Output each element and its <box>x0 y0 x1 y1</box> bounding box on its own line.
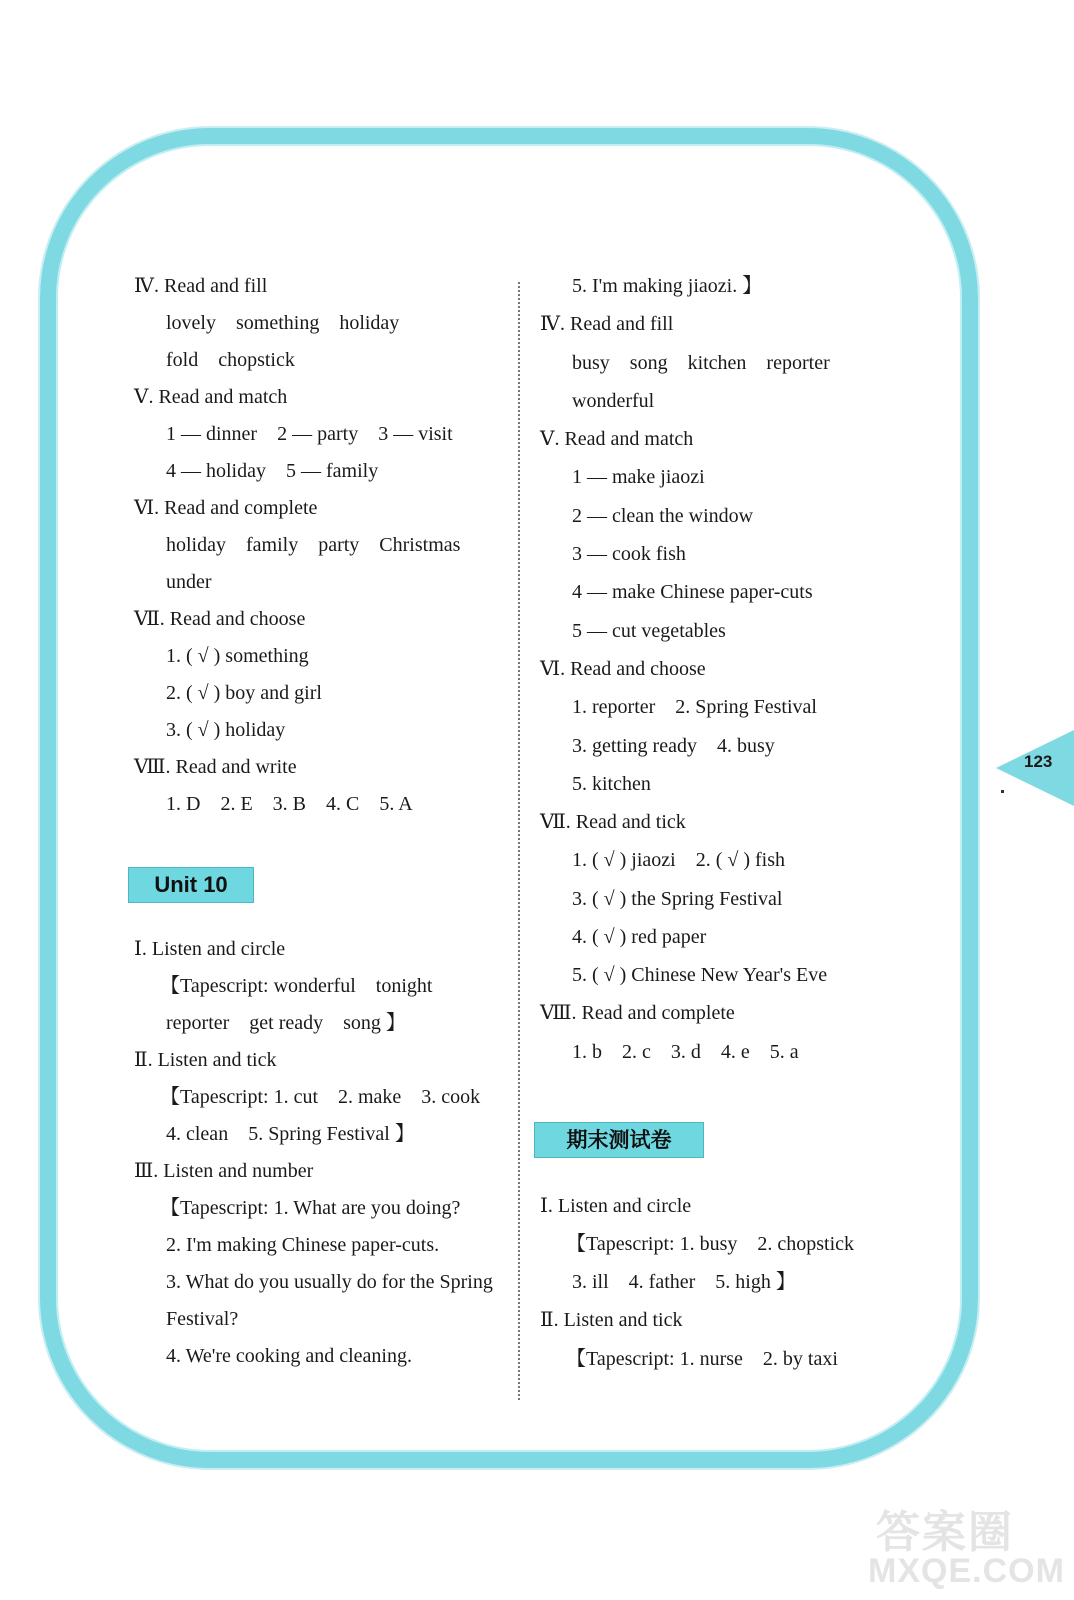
section-heading: Ⅳ. Read and fill <box>540 313 674 335</box>
answer-line: fold chopstick <box>166 349 295 371</box>
tapescript-line: 【Tapescript: 1. nurse 2. by taxi <box>566 1348 838 1370</box>
answer-line: 1. ( √ ) something <box>166 645 309 667</box>
section-heading: Ⅵ. Read and choose <box>540 658 706 680</box>
answer-line: holiday family party Christmas <box>166 534 461 556</box>
section-heading: Ⅶ. Read and tick <box>540 811 686 833</box>
tapescript-line: 4. clean 5. Spring Festival 】 <box>166 1123 415 1145</box>
section-heading: Ⅴ. Read and match <box>540 428 694 450</box>
section-heading: Ⅶ. Read and choose <box>134 608 306 630</box>
tapescript-line: 2. I'm making Chinese paper-cuts. <box>166 1234 440 1256</box>
section-heading: Ⅲ. Listen and number <box>134 1160 314 1182</box>
answer-line: 5. kitchen <box>572 773 651 795</box>
section-heading: Ⅱ. Listen and tick <box>134 1049 277 1071</box>
answer-line: wonderful <box>572 390 655 412</box>
section-heading: Ⅷ. Read and write <box>134 756 297 778</box>
section-heading: Ⅵ. Read and complete <box>134 497 318 519</box>
answer-line: 4 — make Chinese paper-cuts <box>572 581 813 603</box>
section-heading: Ⅰ. Listen and circle <box>134 938 286 960</box>
tapescript-line: 3. What do you usually do for the Spring <box>166 1271 493 1293</box>
column-divider <box>518 282 520 1400</box>
answer-line: under <box>166 571 212 593</box>
answer-line: 5 — cut vegetables <box>572 620 726 642</box>
answer-line: 1. reporter 2. Spring Festival <box>572 696 817 718</box>
answer-line: 3. ( √ ) holiday <box>166 719 286 741</box>
answer-line: 4. ( √ ) red paper <box>572 926 707 948</box>
tapescript-line: 4. We're cooking and cleaning. <box>166 1345 412 1367</box>
answer-line: 3. getting ready 4. busy <box>572 735 775 757</box>
tapescript-line: reporter get ready song 】 <box>166 1012 406 1034</box>
tapescript-line: Festival? <box>166 1308 239 1330</box>
answer-line: 3 — cook fish <box>572 543 686 565</box>
watermark-url: MXQE.COM <box>868 1552 1065 1590</box>
tapescript-line: 【Tapescript: wonderful tonight <box>160 975 433 997</box>
section-heading: Ⅱ. Listen and tick <box>540 1309 683 1331</box>
section-heading: Ⅳ. Read and fill <box>134 275 268 297</box>
answer-line: 1 — dinner 2 — party 3 — visit <box>166 423 453 445</box>
tapescript-line: 【Tapescript: 1. busy 2. chopstick <box>566 1233 854 1255</box>
answer-line: 4 — holiday 5 — family <box>166 460 379 482</box>
answer-line: 2 — clean the window <box>572 505 754 527</box>
answer-line: 1 — make jiaozi <box>572 466 705 488</box>
unit-heading: Unit 10 <box>128 867 254 903</box>
answer-line: 3. ( √ ) the Spring Festival <box>572 888 783 910</box>
answer-line: 5. ( √ ) Chinese New Year's Eve <box>572 964 828 986</box>
answer-line: 1. D 2. E 3. B 4. C 5. A <box>166 793 413 815</box>
tapescript-line: 3. ill 4. father 5. high 】 <box>572 1271 796 1293</box>
tapescript-line: 【Tapescript: 1. cut 2. make 3. cook <box>160 1086 481 1108</box>
page-number: 123 <box>1024 752 1053 771</box>
answer-line: busy song kitchen reporter <box>572 352 830 374</box>
tapescript-line: 【Tapescript: 1. What are you doing? <box>160 1197 461 1219</box>
answer-line: 1. b 2. c 3. d 4. e 5. a <box>572 1041 799 1063</box>
section-heading: Ⅷ. Read and complete <box>540 1002 735 1024</box>
tapescript-line: 5. I'm making jiaozi. 】 <box>572 275 763 297</box>
final-test-heading: 期末测试卷 <box>534 1122 704 1158</box>
section-heading: Ⅰ. Listen and circle <box>540 1195 692 1217</box>
answer-line: lovely something holiday <box>166 312 400 334</box>
section-heading: Ⅴ. Read and match <box>134 386 288 408</box>
answer-line: 2. ( √ ) boy and girl <box>166 682 322 704</box>
answer-line: 1. ( √ ) jiaozi 2. ( √ ) fish <box>572 849 786 871</box>
page-tab-dot <box>1001 790 1004 793</box>
watermark <box>868 1496 1065 1592</box>
watermark-logo-text: 答案圈 <box>876 1508 1014 1557</box>
